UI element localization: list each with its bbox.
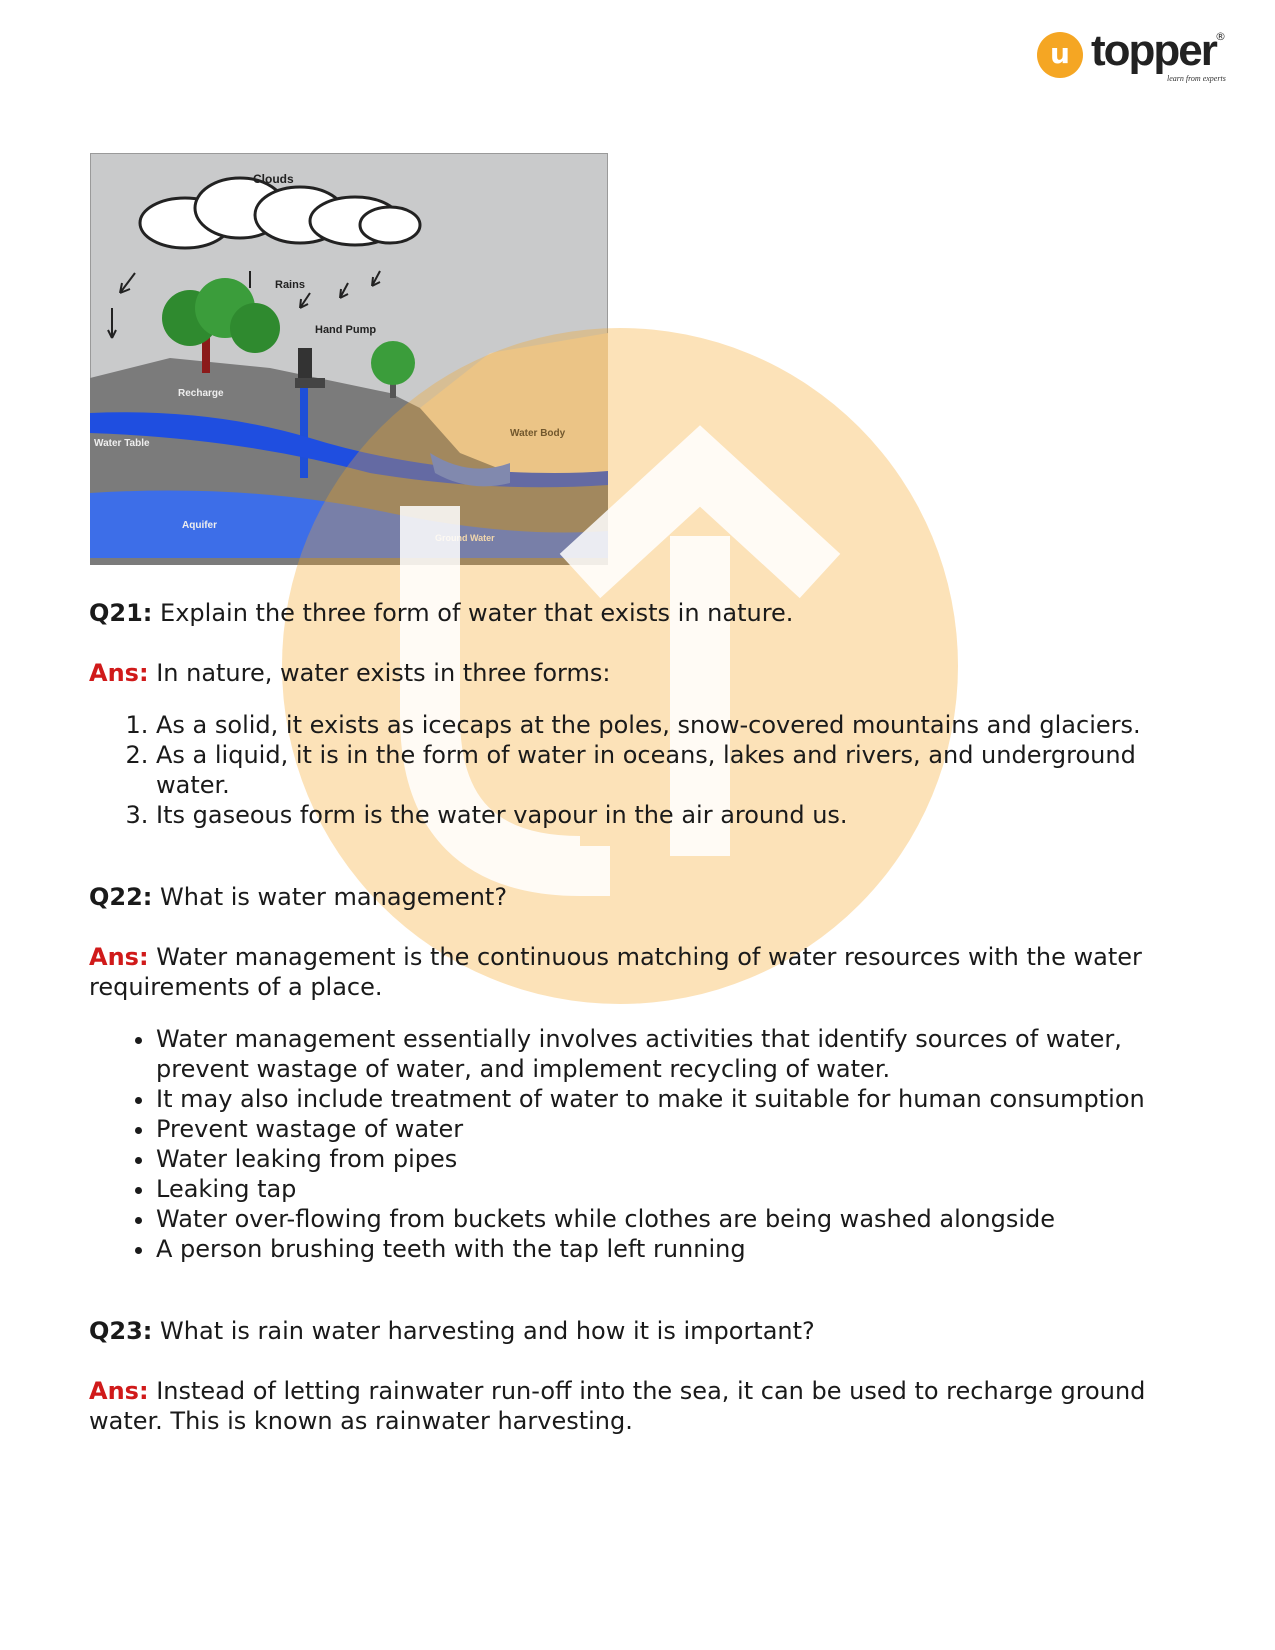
document-content xyxy=(89,598,1189,1436)
answer-text: Water management is the continuous matching of water resources with the water requirements of a place. xyxy=(89,943,1142,1001)
topper-logo-icon: u xyxy=(1037,32,1083,78)
answer-label: Ans: xyxy=(89,659,149,687)
label-ground-water: Ground Water xyxy=(435,533,495,543)
question-number: Q21: xyxy=(89,599,153,627)
logo-wordmark: topper xyxy=(1091,26,1216,75)
list-item: 2. As a liquid, it is in the form of water in oceans, lakes and rivers, and underground water. xyxy=(156,740,1189,800)
question-q23 xyxy=(89,1316,1189,1346)
question-number: Q23: xyxy=(89,1317,153,1345)
answer-q22 xyxy=(89,942,1189,1002)
label-hand-pump: Hand Pump xyxy=(315,324,377,336)
answer-q23 xyxy=(89,1376,1189,1436)
list-item: • Water leaking from pipes xyxy=(156,1144,1189,1174)
answer-text: Instead of letting rainwater run-off into the sea, it can be used to recharge ground water. This is known as rainwater harvesting. xyxy=(89,1377,1146,1435)
list-item: • It may also include treatment of water to make it suitable for human consumption xyxy=(156,1084,1189,1114)
label-aquifer: Aquifer xyxy=(182,520,217,531)
answer-text: In nature, water exists in three forms: xyxy=(156,659,611,687)
label-recharge: Recharge xyxy=(178,388,224,399)
question-text: What is water management? xyxy=(160,883,508,911)
list-item: • A person brushing teeth with the tap left running xyxy=(156,1234,1189,1264)
logo-tagline: learn from experts xyxy=(1167,74,1226,83)
label-water-table: Water Table xyxy=(94,438,150,449)
label-clouds: Clouds xyxy=(253,172,294,186)
question-text: Explain the three form of water that exists in nature. xyxy=(160,599,794,627)
answer-q21 xyxy=(89,658,1189,688)
list-item: • Leaking tap xyxy=(156,1174,1189,1204)
forms-of-water-list xyxy=(89,710,1189,830)
list-item: • Prevent wastage of water xyxy=(156,1114,1189,1144)
question-text: What is rain water harvesting and how it is important? xyxy=(160,1317,815,1345)
list-item: • Water over-flowing from buckets while clothes are being washed alongside xyxy=(156,1204,1189,1234)
list-item: 3. Its gaseous form is the water vapour in the air around us. xyxy=(156,800,1189,830)
groundwater-diagram xyxy=(90,153,608,565)
label-water-body: Water Body xyxy=(510,428,566,439)
list-item: • Water management essentially involves activities that identify sources of water, prevent wastage of water, and implement recycling of water. xyxy=(156,1024,1189,1084)
answer-label: Ans: xyxy=(89,943,149,971)
question-number: Q22: xyxy=(89,883,153,911)
water-management-list xyxy=(89,1024,1189,1264)
topper-logo xyxy=(1037,28,1237,88)
question-q21 xyxy=(89,598,1189,628)
list-item: 1. As a solid, it exists as icecaps at the poles, snow-covered mountains and glaciers. xyxy=(156,710,1189,740)
question-q22 xyxy=(89,882,1189,912)
registered-mark: ® xyxy=(1215,30,1226,43)
label-rains: Rains xyxy=(275,279,305,291)
answer-label: Ans: xyxy=(89,1377,149,1405)
